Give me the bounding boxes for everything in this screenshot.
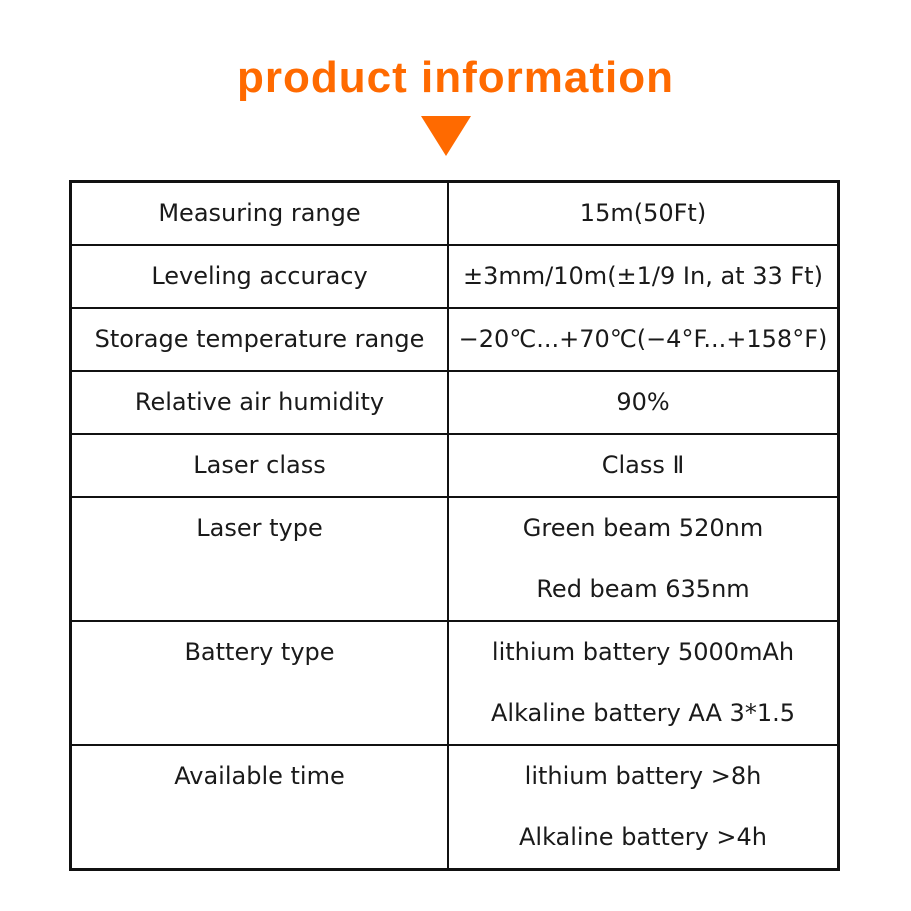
- label-text: Leveling accuracy: [151, 262, 368, 290]
- label-text: Available time: [174, 762, 345, 790]
- row-label: [71, 182, 449, 246]
- label-text: Battery type: [184, 638, 335, 666]
- table-row: [71, 621, 839, 745]
- row-label: [71, 371, 449, 434]
- value-text: −20℃...+70℃(−4°F...+158°F): [458, 325, 828, 353]
- table-row: [71, 308, 839, 371]
- row-value: [448, 371, 839, 434]
- value-text: Alkaline battery >4h: [518, 823, 768, 851]
- row-label: [71, 621, 449, 745]
- value-text: Class Ⅱ: [601, 451, 685, 479]
- row-value: [448, 621, 839, 745]
- table-row: [71, 497, 839, 621]
- value-text: Green beam 520nm: [522, 514, 764, 542]
- spec-table: [69, 180, 840, 871]
- row-value: [448, 245, 839, 308]
- row-label: [71, 745, 449, 870]
- row-value: [448, 182, 839, 246]
- label-text: Relative air humidity: [134, 388, 385, 416]
- label-text: Measuring range: [158, 199, 361, 227]
- row-label: [71, 434, 449, 497]
- label-text: Storage temperature range: [94, 325, 425, 353]
- row-value: [448, 308, 839, 371]
- table-row: [71, 182, 839, 246]
- triangle-down-icon: [421, 116, 471, 156]
- value-text: lithium battery >8h: [524, 762, 762, 790]
- label-text: Laser type: [196, 514, 323, 542]
- value-text: Alkaline battery AA 3*1.5: [490, 699, 795, 727]
- table-row: [71, 434, 839, 497]
- spec-table-body: [71, 182, 839, 870]
- row-label: [71, 308, 449, 371]
- label-text: Laser class: [193, 451, 326, 479]
- table-row: [71, 371, 839, 434]
- row-value: [448, 434, 839, 497]
- table-row: [71, 745, 839, 870]
- value-text: 15m(50Ft): [579, 199, 707, 227]
- value-text: Red beam 635nm: [536, 575, 750, 603]
- value-text: lithium battery 5000mAh: [491, 638, 795, 666]
- row-label: [71, 245, 449, 308]
- row-label: [71, 497, 449, 621]
- page-title: product information: [237, 53, 674, 102]
- row-value: [448, 497, 839, 621]
- value-text: 90%: [616, 388, 670, 416]
- table-row: [71, 245, 839, 308]
- row-value: [448, 745, 839, 870]
- value-text: ±3mm/10m(±1/9 In, at 33 Ft): [463, 262, 823, 290]
